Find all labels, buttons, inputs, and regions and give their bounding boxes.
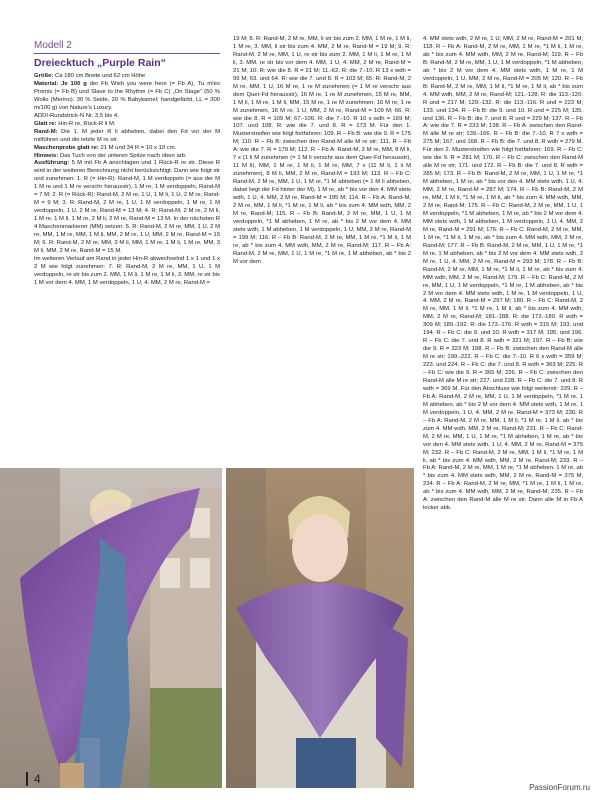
- instructions-text-3: 4. MM stets wdh, 2 M re, 1 U, MM, 2 M re, Rand-M = 201 M; 118. R – Fb A: Rand-M, 2 M re, MM, 1 M re, *1 M li, 1 M re, ab * bis zum 4. MM wdh, MM, 2 M re, Rand-M; 119. R – Fb B: Rand-M, 2 M re, MM, 1 U, 1 M verdoppeln, *1 M abheben, ab * bis 2 M vor dem 4. MM stets wdh, 1 M re, 1 M verdoppeln, 1 U, MM, 2 M re, Rand-M = 205 M; 120. R – Fb B: Rand-M, 2 M re, MM, 1 M li, *1 M re, 1 M li, ab * bis zum 4. MM wdh, MM, 2 M re, Rand-M; 121.-128. R: die 113.-120. R und = 217 M; 129.-132. R: die 113.-116. R und = 223 M; 133. und 134. R – Fb B: die 9. und 10. R und = 225 M; 135. und 136. R – Fb B: die 7. und 8. R und = 229 M; 137. R – Fb A: wie die 7. R = 233 M; 138. R – Fb A: zwischen den Rand-M alle M re str; 139.-166. R – Fb B: die 7.-10. R 7 x wdh = 275 M; 167. und 168. R – Fb B: die 7. und 8. R wdh = 279 M. Für den 2. Musterstreifen wie folgt fortfahren: 169. R – Fb C: wie die 9. R = 281 M; 170. R – Fb C: zwischen den Rand-M alle M re str; 171. und 172. R – Fb B: die 7. und 8. R wdh = 285 M; 173. R – Fb B: Rand-M, 2 M re, MM, 1 U, 1 M re, *1 M abheben, 1 M re, ab * bis vor den 4. MM stets wdh, 1 U, 4. MM, 2 M re, Rand-M = 287 M; 174. R – Fb B: Rand-M, 2 M re, MM, 1 M li, *1 M re, 1 M li, ab * bis zum 4. MM wdh, MM, 2 M re, Rand-M; 175. R – Fb C: Rand-M, 2 M re, MM, 1 U, 1 M verdoppeln, *1 M abheben, 1 M re, ab * bis 2 M vor dem 4. MM stets wdh, 1 M abheben, 1 M verdoppeln, 1 U, 4. MM, 2 M re, Rand-M = 291 M; 176. R – Fb C: Rand-M, 2 M re, MM, 1 M re, *1 M li, 1 M re, ab * bis zum 4. MM wdh, MM, 2 M re, Rand-M; 177. R – Fb B: Rand-M, 2 M re, MM, 1 U, 1 M re, *1 M re, 1 M abheben, ab * bis 2 M vor dem 4. MM stets wdh, 2 M re, 1 U, 4. MM, 2 M re, Rand-M = 293 M; 178. R – Fb B: Rand-M, 2 M re, MM, 1 M re, *1 M li, 1 M re, ab * bis zum 4. MM wdh, MM, 2 M re, Rand-M; 179. R – Fb C: Rand-M, 2 M re, MM, 1 U, 1 M verdoppeln, *1 M re, 1 M abheben, ab * bis 2 M vor dem 4. MM stets wdh, 1 M re, 1 M verdoppeln, 1 U, 4. MM, 2 M re, Rand-M = 297 M; 180. R – Fb C: Rand-M, 2 M re, MM, 1 M li, *1 M re, 1 M li, ab * bis zum 4. MM wdh, MM, 2 M re, Rand-M; 181.-188. R: die 173.-180. R wdh = 309 M; 189.-192. R: die 173.-176. R wdh = 315 M; 193. und 194. R – Fb C: die 9. und 10. R wdh = 317 M; 195. und 196. R – Fb C: die 7. und 8. R wdh = 321 M; 197. R – Fb B: wie die 9. R = 323 M; 198. R – Fb B: zwischen den Rand-M alle M re str; 199.-222. R – Fb C: die 7.-10. R 6 x wdh = 359 M; 223. und 224. R – Fb C: die 7. und 8. R wdh = 363 M; 225. R – Fb C: wie die 9. R = 365 M; 226. R – Fb C: zwischen den Rand-M alle M re str; 227. und 228. R – Fb C: die 7. und 8. R wdh = 369 M. Für den Abschluss wie folgt weiterstr: 229. R – Fb A: Rand-M, 2 M re, MM, 1 U, 1 M verdoppeln, *1 M re, 1 M abheben, ab * bis 2 M vor dem 4. MM stets wdh, 1 M re, 1 M verdoppeln, 1 U, 4. MM, 2 M re, Rand-M = 373 M; 230. R – Fb A: Rand-M, 2 M re, MM, 1 M li, *1 M re, 1 M li, ab * bis zum 4. MM wdh, MM, 2 M re, Rand-M; 231. R – Fb C: Rand-M, 2 M re, MM, 1 U, 1 M re, *1 M abheben, 1 M re, ab * bis vor den 4. MM stets wdh, 1 U, 4. MM, 2 M re, Rand-M = 375 M; 232. R – Fb C: Rand-M, 2 M re, MM, 1 M li, *1 M re, 1 M li, ab * bis zum 4. MM wdh, MM, 2 M re, Rand-M; 233. R – Fb A: Rand-M, 2 M re, MM, 1 M re, *1 M abheben, 1 M re, ab * bis zum 4. MM stets wdh, MM, 2 M re, Rand-M = 375 M; 234. R – Fb A: Rand-M, 2 M re, MM, *1 M re, 1 M li, 1 M re, ab * bis zum 4. MM wdh, MM, 2 M re, Rand-M; 235. R – Fb A: zwischen den Rand-M alle M re str. Dann alle M in Fb A locker abk.: [423, 36, 583, 512]
- instruction-paragraph: [34, 153, 220, 161]
- instruction-label: Material: Je 100 g: [34, 80, 87, 87]
- page-number: 4: [34, 772, 41, 786]
- column-2: [233, 36, 411, 466]
- column-3: [423, 36, 583, 756]
- photo-model-portrait: [226, 468, 414, 788]
- instruction-paragraph: [34, 145, 220, 153]
- title-bar: [34, 53, 220, 70]
- photo-model-outdoor-image: [0, 468, 222, 788]
- instruction-label: Ausführung:: [34, 160, 70, 167]
- watermark: PassionForum.ru: [529, 783, 590, 792]
- page-title: Dreiecktuch „Purple Rain“: [34, 57, 166, 69]
- instruction-text: Im weiteren Verlauf am Rand in jeder Hin-R abwechselnd 1 x 1 und 1 x 2 M wie folgt zunehmen: 7. R: Rand-M, 2 M re, MM, 1 U, 1 M verdoppeln, re str bis zum 2. MM, 1 M li, 1 M re, 1 M li, 3. MM, re str bis 1 M vor dem 4. MM, 1 M verdoppeln, 1 U, 4. MM, 2 M re, Rand-M =: [34, 255, 220, 286]
- instruction-text: Ca 180 cm Breite und 62 cm Höhe: [53, 73, 146, 79]
- instruction-label: Hinweis:: [34, 152, 59, 159]
- column-1: [34, 40, 220, 470]
- instruction-paragraph: [34, 121, 220, 129]
- instructions-text-2: 19 M; 8. R: Rand-M, 2 M re, MM, li str bis zum 2. MM, 1 M re, 1 M li, 1 M re, 3. MM, li str bis zum 4. MM, 2 M re, Rand-M = 19 M; 9. R: Rand-M, 2 M re, MM, 1 U, re str bis zum 2. MM, 1 M li, 1 M re, 1 M li, 3. MM, re str bis vor dem 4. MM, 1 U, 4. MM, 2 M re, Rand-M = 21 M; 10. R: wie die 8. R = 21 M; 11.-62. R: die 7.-10. R 13 x wdh = 99 M; 63. und 64. R: wie die 7. und 8. R = 103 M; 65. R: Rand-M, 2 M re, MM, 1 U, 16 M re, 1 re M zunehmen (= 1 M re verschr aus dem Quer-Fd herausstr), 16 M re, 1 re M zunehmen, 15 M re, MM, 1 M li, 1 M re, 1 M li, MM, 15 M re, 1 re M zunehmen, 16 M re, 1 re M zunehmen, 16 M re, 1 U, MM, 2 M re, Rand-M = 109 M; 66. R: wie die 8. R = 109 M; 67.-106. R: die 7.-10. R 10 x wdh = 169 M; 107. und 108. R: wie die 7. und 8. R = 173 M. Für den 1. Musterstreifen wie folgt fortfahren: 109. R – Fb B: wie die 9. R = 175 M; 110. R – Fb B: zwischen den Rand-M alle M re str; 111. R – Fb A: wie die 7. R = 179 M; 112. R – Fb A: Rand-M, 2 M re, MM, 8 M li, 7 x (1 li M zunehmen (= 1 M li verschr aus dem Quer-Fd herausstr), 11 M li), MM, 1 M re, 1 M li, 1 M re, MM, 7 x (11 M li, 1 li M zunehmen), 8 M li, MM, 2 M re, Rand-M = 193 M; 113. R – Fb C: Rand-M, 2 M re, MM, 1 U, 1 M re, *1 M abheben (= 1 M li abheben, dabei liegt der Fd hinter der M), 1 M re, ab * bis vor den 4. MM stets wdh, 1 U, 4. MM, 2 M re, Rand-M = 195 M; 114. R – Fb A: Rand-M, 2 M re, MM, 1 M li, *1 M re, 1 M li, ab * bis zum 4. MM wdh, MM, 2 M re, Rand-M; 115. R – Fb B: Rand-M, 2 M re, MM, 1 U, 1 M verdoppeln, *1 M abheben, 1 M re, ab * bis 2 M vor dem 4. MM stets wdh, 1 M abheben, 1 M verdoppeln, 1 U, MM, 2 M re, Rand-M = 199 M; 116. R – Fb B: Rand-M, 2 M re, MM, 1 M re, *1 M li, 1 M re, ab * bis zum 4. MM wdh, MM, 2 M re, Rand-M; 117. R – Fb A: Rand-M, 2 M re, MM, 1 U, 1 M re, *1 M re, 1 M abheben, ab * bis 2 M vor dem: [233, 36, 411, 265]
- section-header: [34, 40, 220, 70]
- instruction-text: Hin-R re, Rück-R li M.: [56, 120, 116, 127]
- modell-label: Modell 2: [34, 40, 72, 51]
- instructions-intro: [34, 73, 220, 288]
- photo-model-portrait-image: [226, 468, 414, 788]
- instruction-label: Glatt re:: [34, 120, 57, 127]
- instruction-paragraph: [34, 160, 220, 255]
- instruction-paragraph: [34, 73, 220, 81]
- instruction-label: Größe:: [34, 73, 54, 79]
- instruction-paragraph: [34, 113, 220, 121]
- instruction-text: 21 M und 34 R = 10 x 10 cm.: [98, 144, 177, 151]
- photo-model-outdoor: [0, 468, 222, 788]
- instruction-text: Die 1. M jeder R li abheben, dabei den Fd vor der M mitführen und die letzte M re str.: [34, 128, 220, 143]
- instruction-paragraph: [34, 256, 220, 288]
- instruction-paragraph: [34, 81, 220, 113]
- instruction-label: Maschenprobe glatt re:: [34, 144, 99, 151]
- instruction-text: 5 M mit Fb A anschlagen und 1 Rück-R re str. Diese R wird in der weiteren Berechnung nicht berücksichtigt. Dann wie folgt str und zunehmen: 1. R (= Hin-R): Rand-M, 1 M verdoppeln (= aus der M 1 M re und 1 M re verschr herausstr), 1 M re, 1 M verdoppeln, Rand-M = 7 M; 2. R (= Rück-R): Rand-M, 2 M re, 1 U, 1 M li, 1 U, 2 M re, Rand-M = 9 M; 3. R: Rand-M, 2 M re, 1 U, 1 M verdoppeln, 1 M re, 1 M verdoppeln, 1 U, 2 M re, Rand-M = 13 M; 4. R: Rand-M, 2 M re, 2 M li, 1 M re, 1 M li, 1 M re, 2 M li, 2 M re, Rand-M = 13 M. In der nächsten R 4 Maschenmarkierer (MM) setzen. 5. R: Rand-M, 2 M re, MM, 1 U, 2 M re, MM, 1 M re, MM, 1 M li, MM, 2 M re, 1 U, MM, 2 M re, Rand-M = 15 M; 6. R: Rand-M, 2 M re, MM, 3 M li, MM, 1 M re, 1 M li, 1 M re, MM, 3 M li, MM, 2 M re, Rand-M = 15 M.: [34, 160, 220, 254]
- instruction-text: Das Tuch von der unteren Spitze nach oben arb.: [58, 152, 187, 159]
- instruction-text: ADDI-Rundstrick-N Nr. 3,5 bis 4.: [34, 112, 119, 119]
- instruction-text: der Fb Wish you were here (= Fb A), Tu m!es Promis (= Fb B) und Slave to the Rhythm (= Fb C) „On Stage“ (50 % Wolle (Merino). 30 % Seide, 20 % Babykamel; handgefärbt, LL = 300 m/100 g) von Nature’s Luxury.: [34, 80, 220, 111]
- instruction-paragraph: [34, 129, 220, 145]
- instruction-label: Rand-M:: [34, 128, 58, 135]
- page-number-bar: [26, 772, 28, 786]
